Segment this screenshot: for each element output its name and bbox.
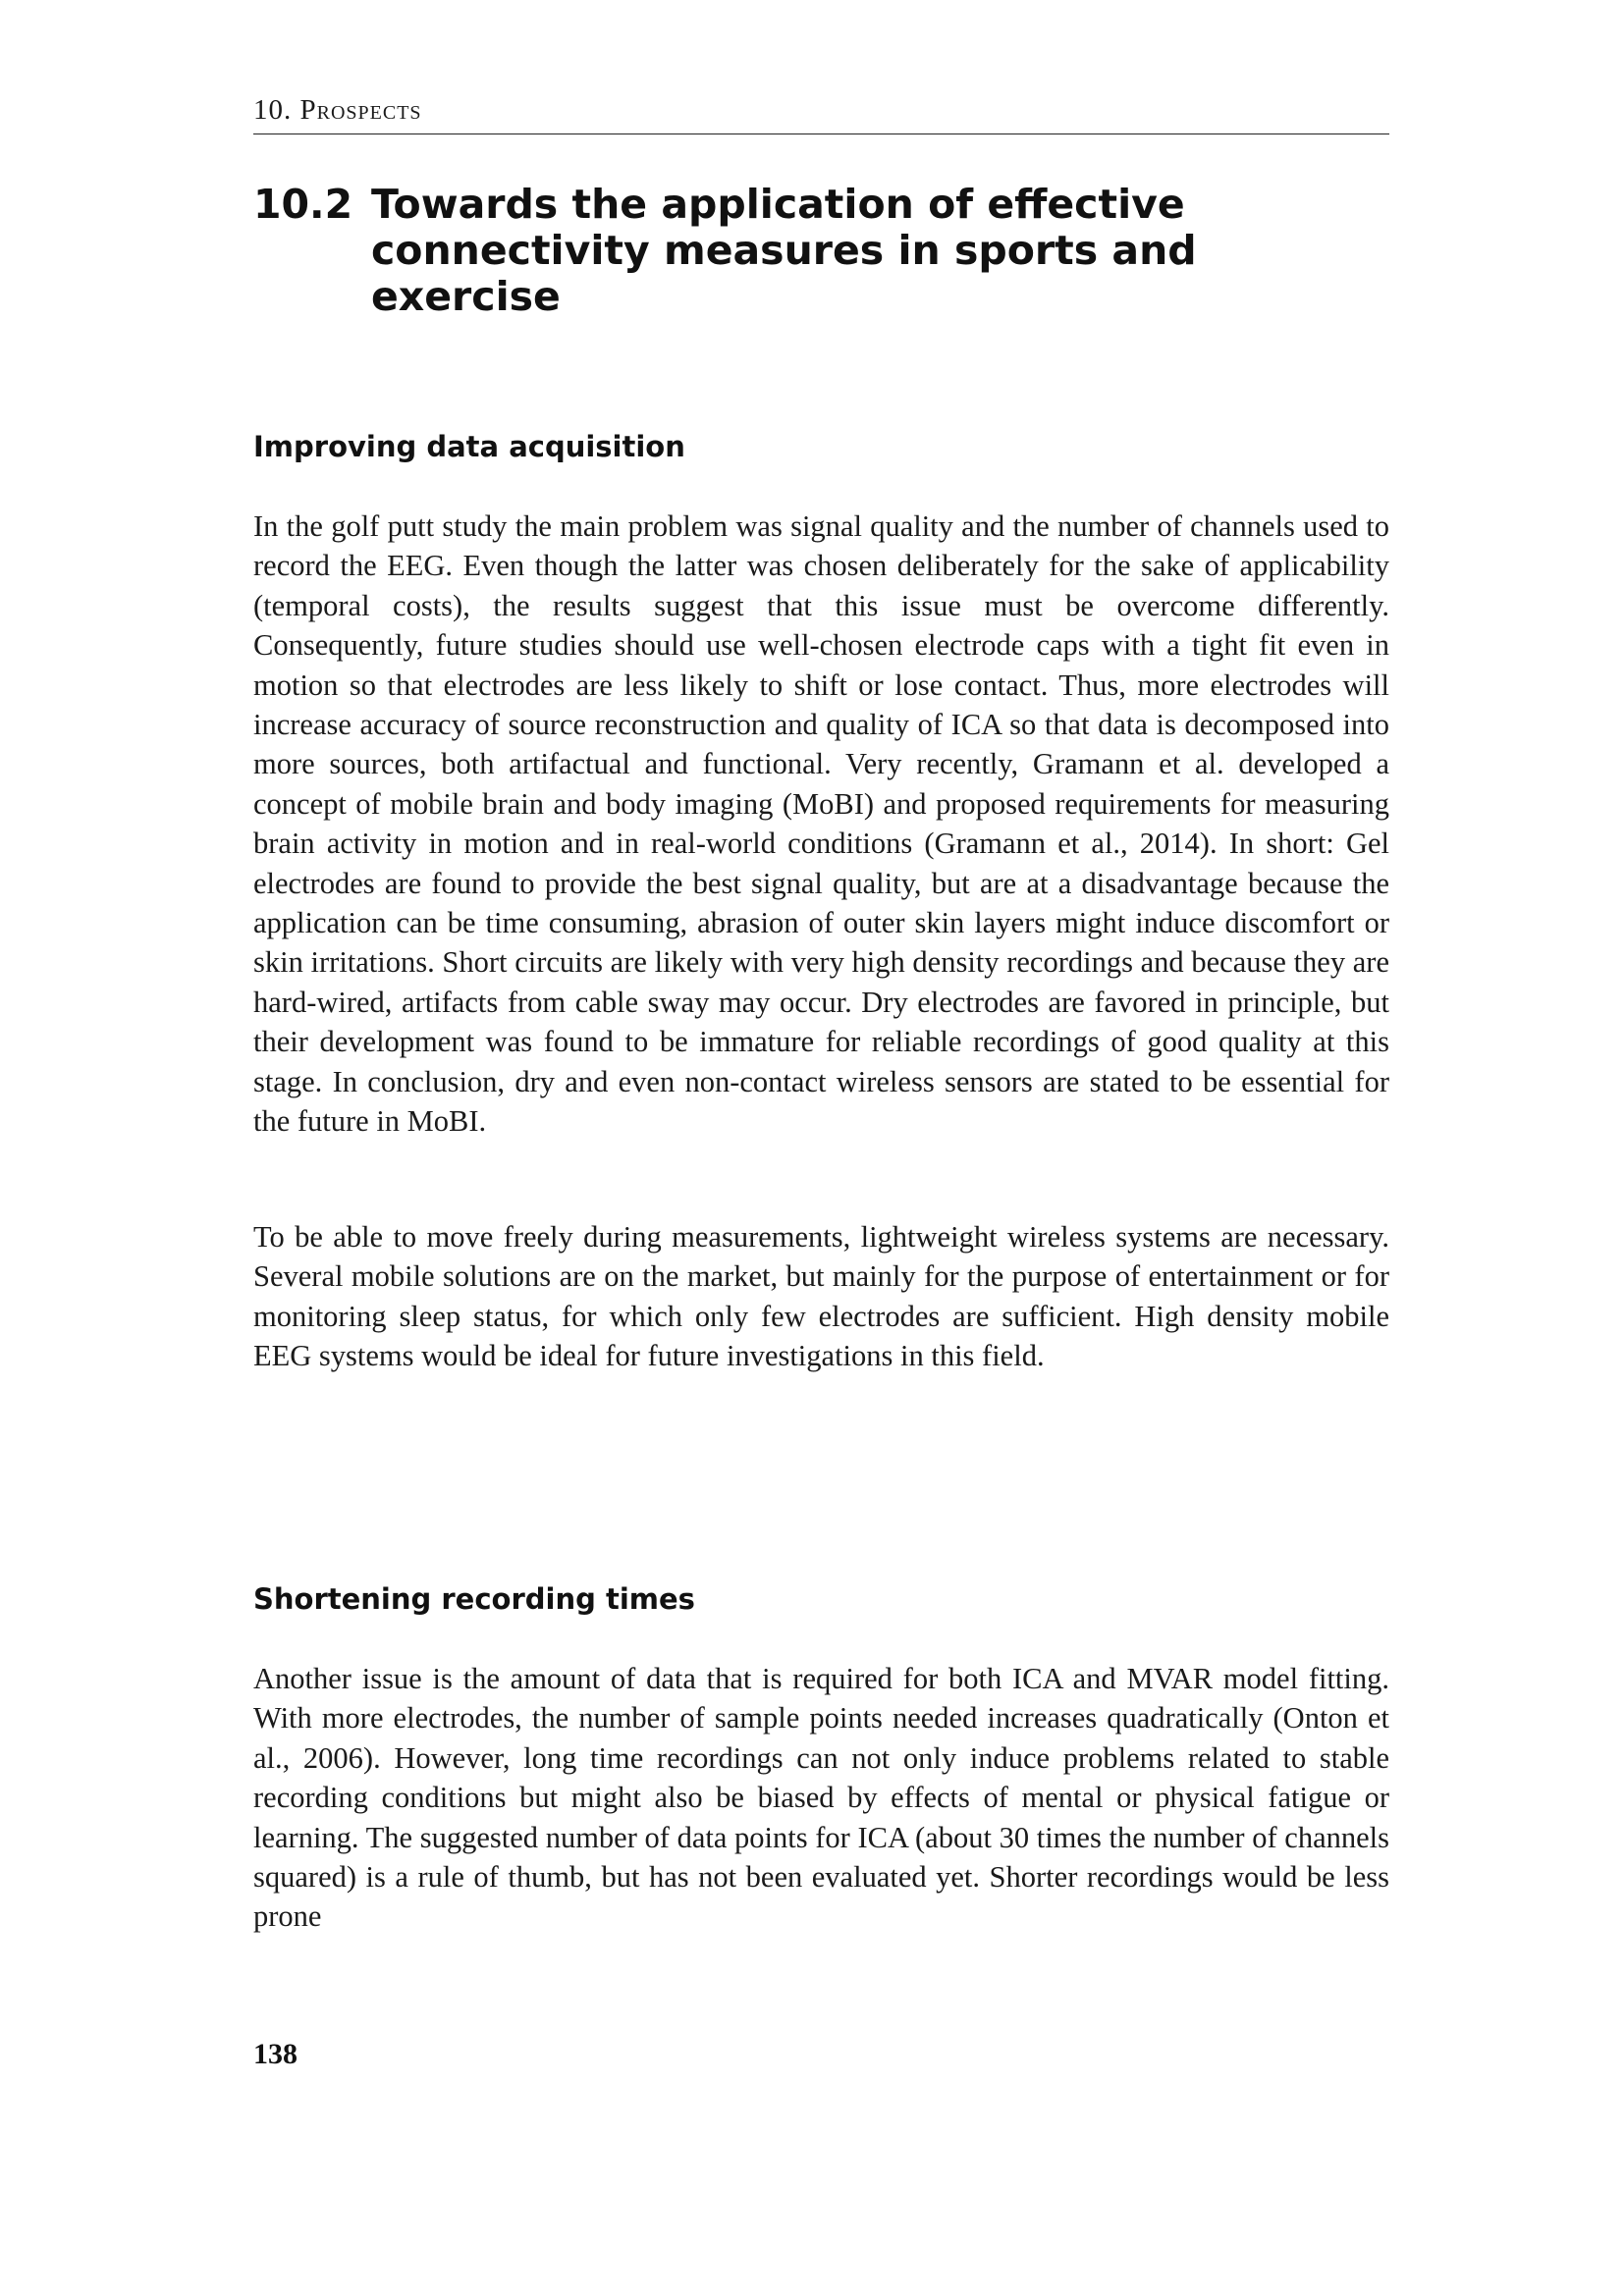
header-rule: [253, 133, 1389, 134]
subsection-heading-data-acquisition: Improving data acquisition: [253, 430, 685, 463]
paragraph-data-acquisition-2: To be able to move freely during measurements, lightweight wireless systems are necessary. Several mobile solutions are on the market, but mainly for the purpose of entertainment or for monitoring sleep status, for which only few electrodes are sufficient. High density mobile EEG systems would be ideal for future investigations in this field.: [253, 1220, 1389, 1373]
paragraph-recording-times-1: Another issue is the amount of data that is required for both ICA and MVAR model fitting. With more electrodes, the number of sample points needed increases quadratically (Onton et al., 2006). However, long time recordings can not only induce problems related to stable recording conditions but might also be biased by effects of mental or physical fatigue or learning. The suggested number of data points for ICA (about 30 times the number of channels squared) is a rule of thumb, but has not been evaluated yet. Shorter recordings would be less prone: [253, 1662, 1389, 1934]
page-number: 138: [253, 2038, 298, 2070]
chapter-number: 10.: [253, 94, 293, 126]
section-title: Towards the application of effective connectivity measures in sports and exercise: [371, 181, 1197, 320]
subsection-heading-recording-times: Shortening recording times: [253, 1582, 695, 1616]
chapter-title: Prospects: [299, 94, 422, 126]
running-head: [253, 94, 1389, 127]
paragraph-data-acquisition-1: In the golf putt study the main problem was signal quality and the number of channels used to record the EEG. Even though the latter was chosen deliberately for the sake of applicability (temporal costs), the results suggest that this issue must be overcome differently. Consequently, future studies should use well-chosen electrode caps with a tight fit even in motion so that electrodes are less likely to shift or lose contact. Thus, more electrodes will increase accuracy of source reconstruction and quality of ICA so that data is decomposed into more sources, both artifactual and functional. Very recently, Gramann et al. developed a concept of mobile brain and body imaging (MoBI) and proposed requirements for measuring brain activity in motion and in real-world conditions (Gramann et al., 2014). In short: Gel electrodes are found to provide the best signal quality, but are at a disadvantage because the application can be time consuming, abrasion of outer skin layers might induce discomfort or skin irritations. Short circuits are likely with very high density recordings and because they are hard-wired, artifacts from cable sway may occur. Dry electrodes are favored in principle, but their development was found to be immature for reliable recordings of good quality at this stage. In conclusion, dry and even non-contact wireless sensors are stated to be essential for the future in MoBI.: [253, 509, 1389, 1139]
section-number: 10.2: [253, 181, 353, 228]
section-heading: [253, 182, 1389, 320]
